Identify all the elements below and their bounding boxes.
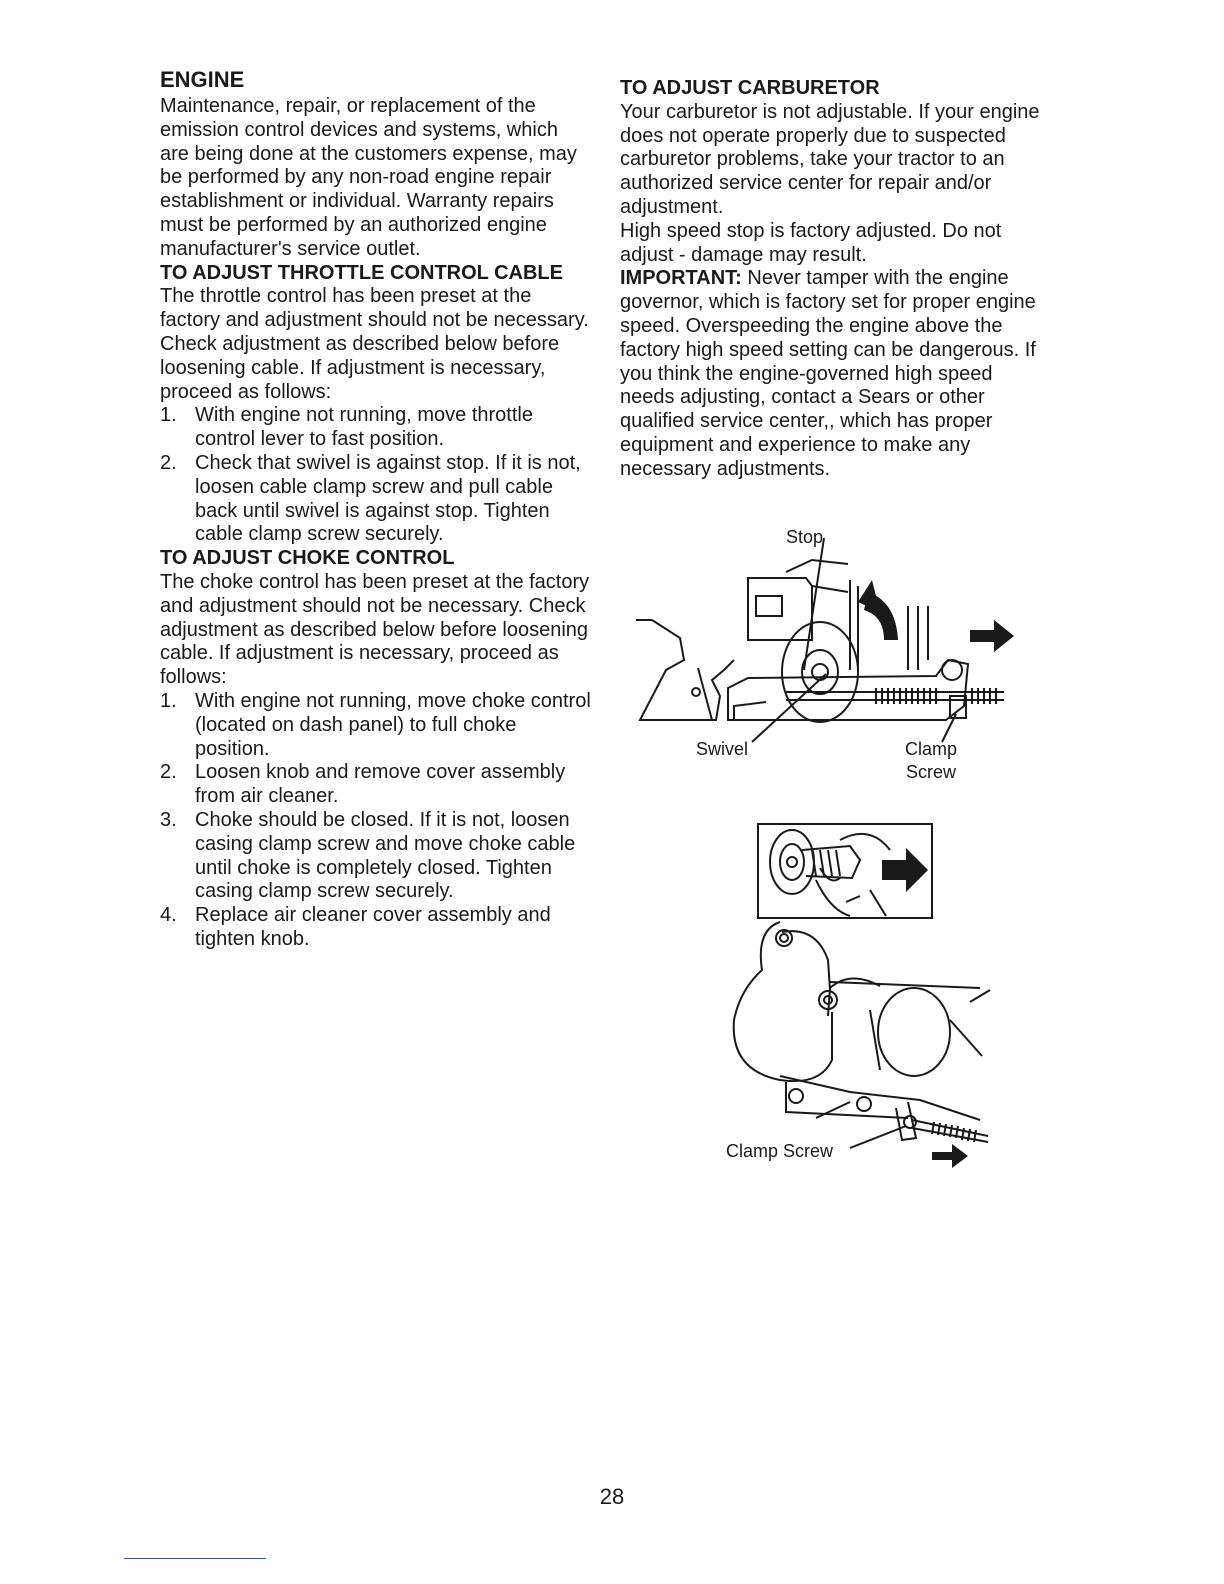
left-column xyxy=(160,68,592,952)
throttle-heading: TO ADJUST THROTTLE CONTROL CABLE xyxy=(160,261,563,284)
list-item: 4. Replace air cleaner cover assembly and tighten knob. xyxy=(160,904,551,950)
carburetor-important: IMPORTANT: Never tamper with the engine governor, which is factory set for proper engine speed. Overspeeding the engine above the factory high speed setting can be dangerous. If you think the engine-governed high speed needs adjusting, contact a Sears or other qualified service center,, which has proper equipment and experience to make any necessary adjustments. xyxy=(620,267,1036,480)
carburetor-p1: Your carburetor is not adjustable. If your engine does not operate properly due to suspected carburetor problems, take your tractor to an authorized service center for repair and/or adjustment. xyxy=(620,100,1040,218)
footer-rule xyxy=(124,1558,266,1559)
list-item: 1. With engine not running, move throttle control lever to fast position. xyxy=(160,404,533,451)
list-item: 1. With engine not running, move choke control (located on dash panel) to full choke position. xyxy=(160,689,591,760)
choke-linkage-illustration xyxy=(720,820,1000,1170)
right-arrow-icon xyxy=(882,848,928,892)
clamp-screw-label: Clamp Screw xyxy=(726,1141,834,1161)
choke-heading: TO ADJUST CHOKE CONTROL xyxy=(160,547,455,570)
choke-steps xyxy=(160,690,592,952)
choke-linkage-figure xyxy=(720,820,1000,1170)
swivel-label: Swivel xyxy=(696,739,749,759)
list-item: 3. Choke should be closed. If it is not, loosen casing clamp screw and move choke cable until choke is completely closed. Tighten casing clamp screw securely. xyxy=(160,808,576,903)
page-number: 28 xyxy=(599,1484,625,1509)
throttle-linkage-figure xyxy=(636,520,1036,790)
list-item: 2. Loosen knob and remove cover assembly from air cleaner. xyxy=(160,761,566,808)
right-column xyxy=(620,68,1048,482)
carburetor-heading: TO ADJUST CARBURETOR xyxy=(620,77,880,99)
list-item: 2. Check that swivel is against stop. If it is not, loosen cable clamp screw and pull cable back until swivel is against stop. Tighten cable clamp screw securely. xyxy=(160,451,581,546)
important-label: IMPORTANT: xyxy=(620,267,742,290)
choke-intro: The choke control has been preset at the factory and adjustment should not be necessary. Check adjustment as described below before loosening cable. If adjustment is necessary, proceed as follows: xyxy=(160,570,590,689)
clamp-screw-label: Clamp Screw xyxy=(904,739,957,782)
carburetor-p2: High speed stop is factory adjusted. Do not adjust - damage may result. xyxy=(620,219,1002,266)
engine-paragraph: Maintenance, repair, or replacement of the emission control devices and systems, which are being done at the customers expense, may be performed by any non-road engine repair establishment or individual. Warranty repairs must be performed by an authorized engine manufacturer's service outlet. xyxy=(160,95,577,260)
right-arrow-icon xyxy=(970,620,1014,652)
throttle-steps xyxy=(160,404,592,547)
right-arrow-icon xyxy=(932,1144,968,1168)
engine-heading: ENGINE xyxy=(160,67,245,92)
throttle-intro: The throttle control has been preset at the factory and adjustment should not be necessary. Check adjustment as described below before loosening cable. If adjustment is necessary, proceed as follows: xyxy=(160,285,589,403)
stop-label: Stop xyxy=(786,527,824,547)
